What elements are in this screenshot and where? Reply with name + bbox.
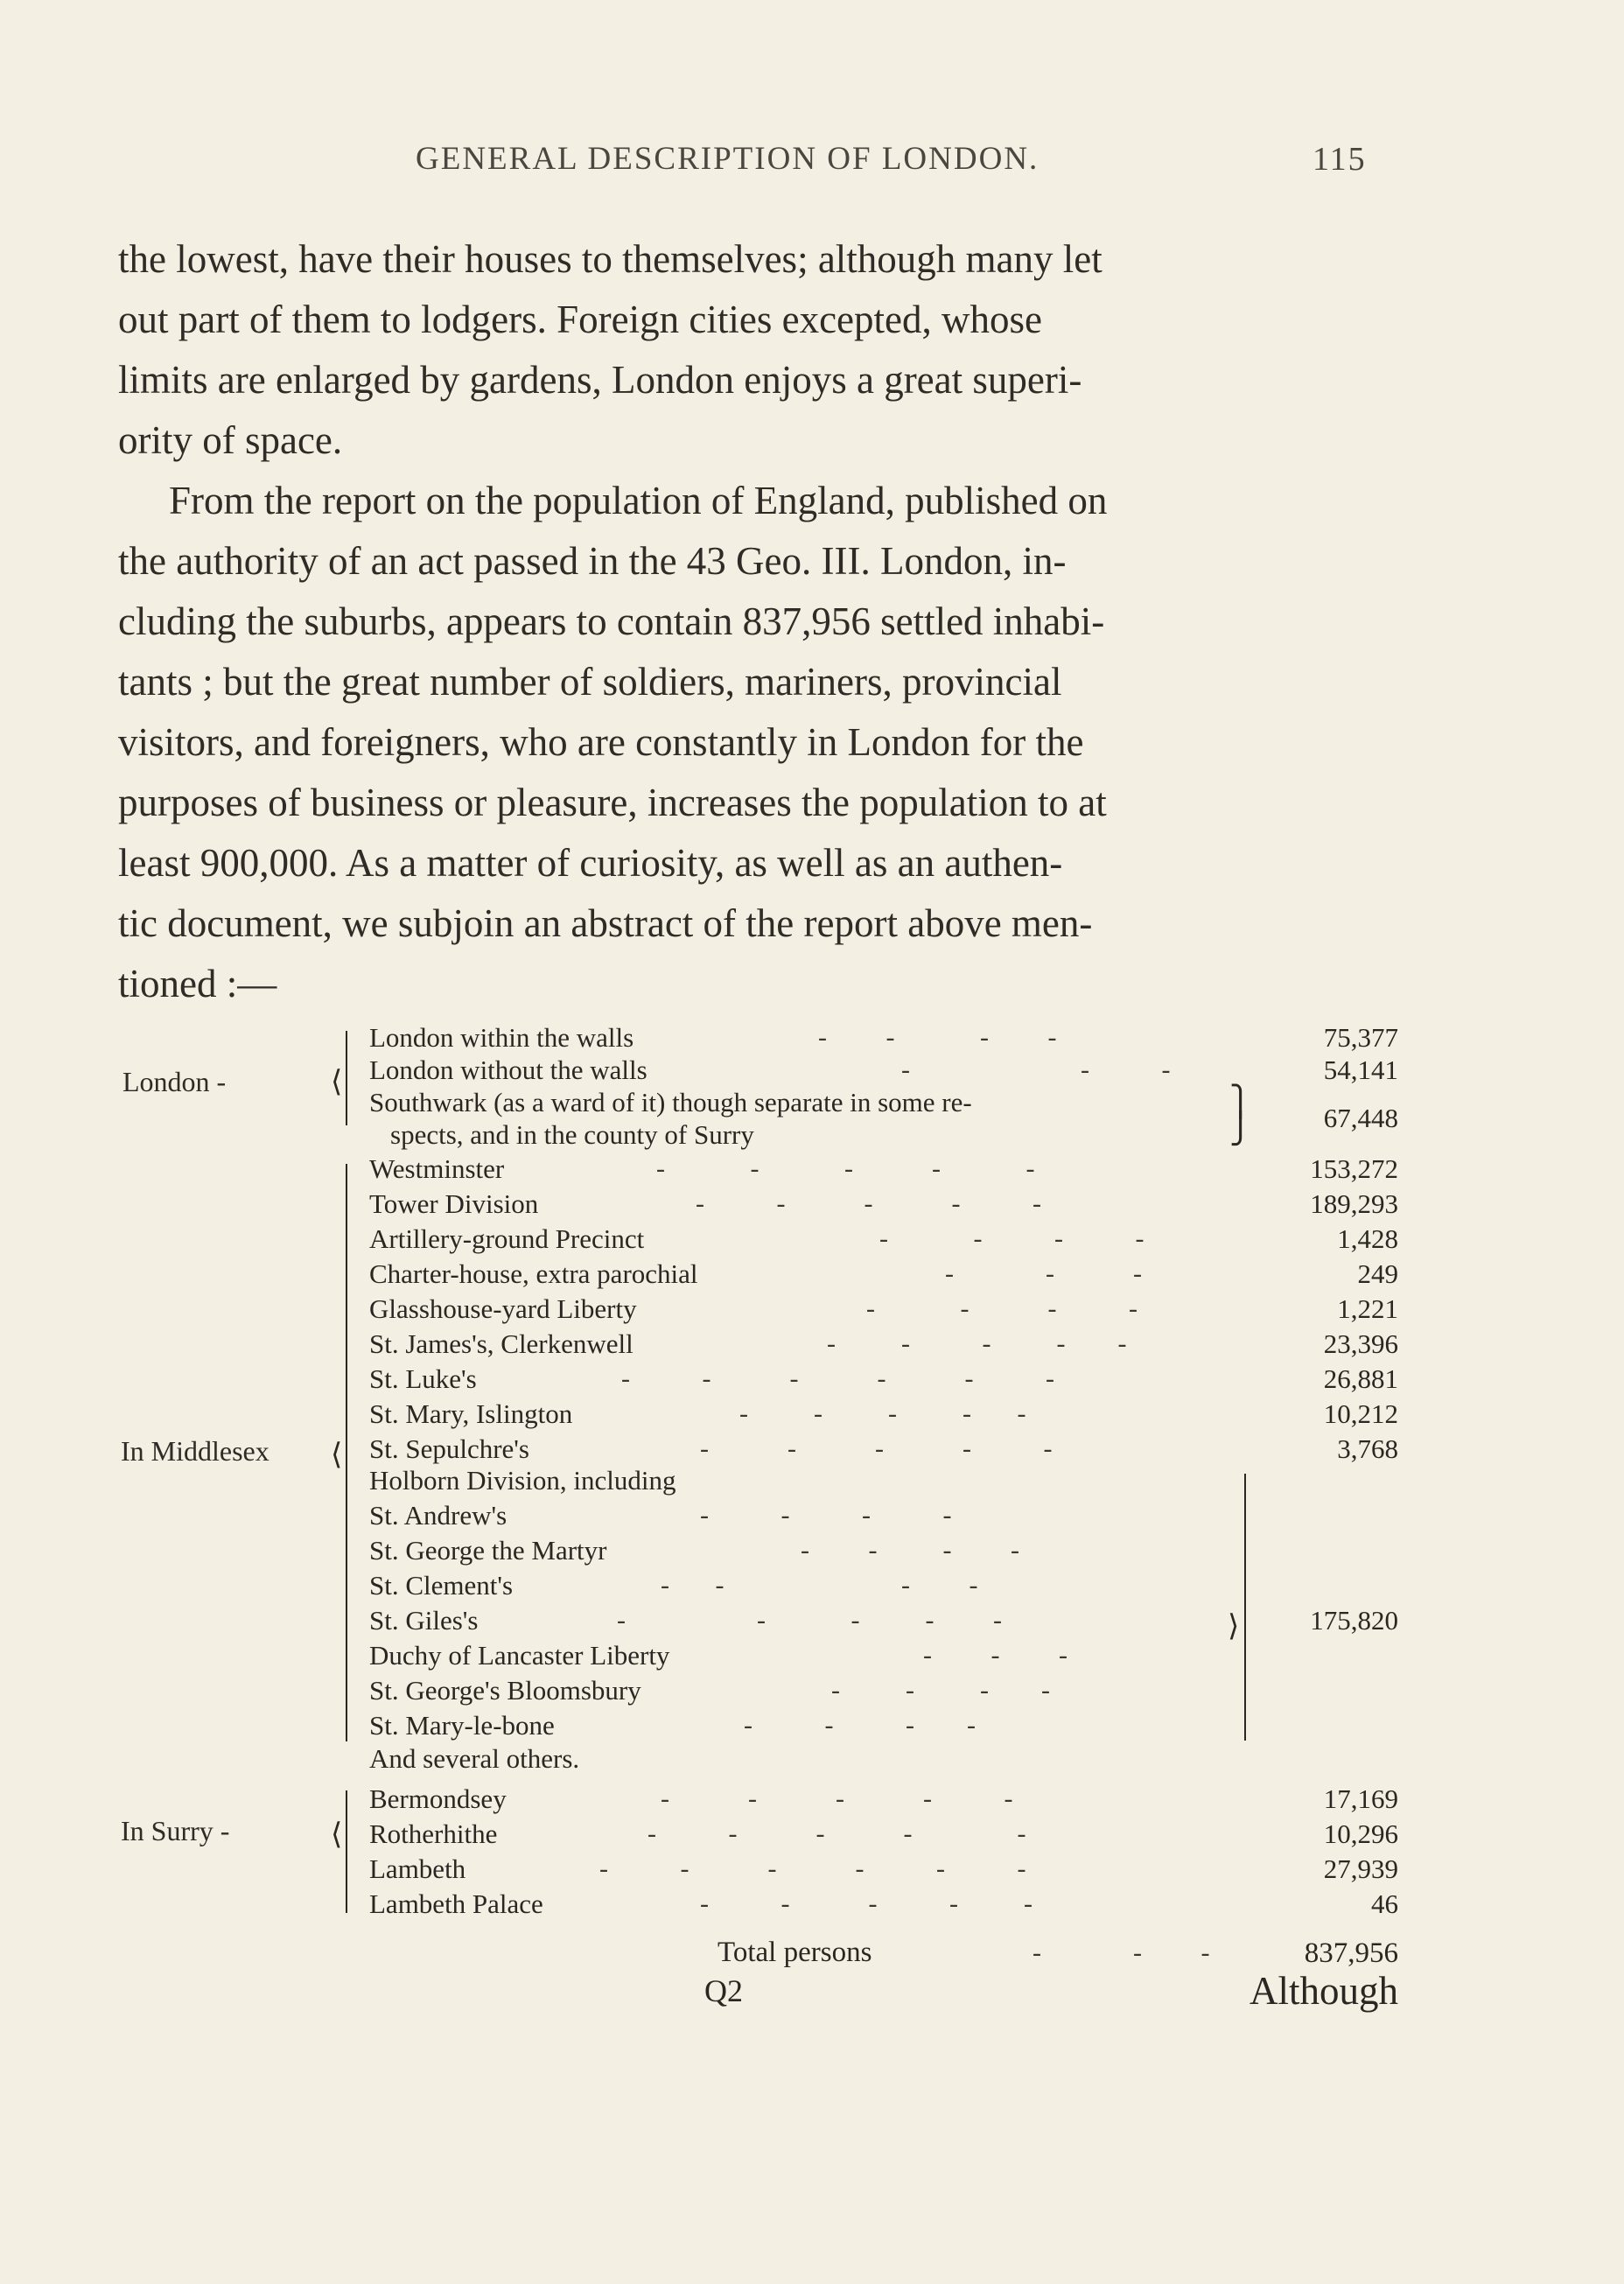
row-name: St. Andrew's	[369, 1500, 508, 1531]
brace-point: ⟨	[331, 1439, 343, 1471]
total-row	[718, 1934, 872, 1971]
leader-dashes: - - -	[1032, 1938, 1210, 1967]
row-name: St. James's, Clerkenwell	[369, 1328, 634, 1359]
row-name: St. Sepulchre's	[369, 1433, 529, 1464]
bracket-bottom: ⎭	[1229, 1113, 1252, 1146]
row-value: 3,768	[1337, 1433, 1398, 1464]
bracket-point: ⟩	[1228, 1610, 1240, 1643]
row-name: Charter-house, extra parochial	[369, 1258, 698, 1289]
leader-dashes: - - - -	[866, 1294, 1138, 1323]
row-value: 10,212	[1323, 1398, 1398, 1429]
paragraph-line: tic document, we subjoin an abstract of the report above men-	[118, 901, 1093, 945]
row-name: spects, and in the county of Surry	[390, 1119, 754, 1150]
bracket-top: ⎫	[1229, 1086, 1252, 1118]
row-name: Bermondsey	[369, 1783, 507, 1814]
leader-dashes: - - - - -	[700, 1889, 1032, 1918]
running-head: GENERAL DESCRIPTION OF LONDON.	[416, 141, 1040, 177]
row-value: 26,881	[1323, 1363, 1398, 1394]
row-name: St. Clement's	[369, 1570, 514, 1601]
leader-dashes: - - - - -	[700, 1434, 1053, 1463]
group-label-surry: In Surry -	[121, 1815, 230, 1846]
paragraph-line: limits are enlarged by gardens, London enjoys a great superi-	[118, 358, 1082, 402]
page-number: 115	[1312, 141, 1367, 178]
row-name: Duchy of Lancaster Liberty	[369, 1640, 670, 1671]
paragraph-line: purposes of business or pleasure, increases the population to at	[118, 781, 1107, 824]
row-name: And several others.	[369, 1743, 580, 1774]
row-name: St. Mary-le-bone	[369, 1710, 555, 1741]
row-value: 189,293	[1310, 1188, 1398, 1219]
row-value: 23,396	[1323, 1328, 1398, 1359]
paragraph-line: tants ; but the great number of soldiers, mariners, provincial	[118, 660, 1062, 704]
row-name: Rotherhithe	[369, 1818, 498, 1849]
row-value: 17,169	[1323, 1783, 1398, 1814]
row-name: St. George's Bloomsbury	[369, 1675, 641, 1706]
row-value: 1,428	[1337, 1223, 1398, 1254]
row-name: Lambeth	[369, 1853, 466, 1884]
row-name: St. Mary, Islington	[369, 1398, 573, 1429]
bracket-value: 175,820	[1310, 1605, 1398, 1636]
leader-dashes: - - -	[923, 1641, 1068, 1670]
row-name: Artillery-ground Precinct	[369, 1223, 645, 1254]
paragraph-line: tioned :—	[118, 962, 277, 1005]
row-name: St. Luke's	[369, 1363, 477, 1394]
row-value: 27,939	[1323, 1853, 1398, 1884]
row-value: 75,377	[1323, 1022, 1398, 1053]
brace-point: ⟨	[331, 1066, 343, 1098]
london-brace	[346, 1031, 347, 1125]
leader-dashes: - - - - -	[696, 1189, 1041, 1218]
row-name: Glasshouse-yard Liberty	[369, 1293, 637, 1324]
holborn-bracket	[1244, 1474, 1246, 1741]
brace-point: ⟨	[331, 1818, 343, 1851]
leader-dashes: - - -	[901, 1055, 1171, 1084]
row-name: St. Giles's	[369, 1605, 479, 1636]
bracket-value: 67,448	[1323, 1103, 1398, 1133]
row-name: London within the walls	[369, 1022, 634, 1053]
row-name: Lambeth Palace	[369, 1888, 543, 1919]
paragraph-line: least 900,000. As a matter of curiosity, as well as an authen-	[118, 841, 1063, 885]
leader-dashes: - - - - -	[617, 1606, 1002, 1635]
catchword: Although	[1249, 1969, 1398, 2013]
row-value: 153,272	[1310, 1153, 1398, 1184]
leader-dashes: - - - - - -	[621, 1364, 1054, 1393]
paragraph-line: From the report on the population of England, published on	[169, 479, 1108, 522]
paragraph-line: visitors, and foreigners, who are constantly in London for the	[118, 720, 1084, 764]
total-label: Total persons	[718, 1937, 872, 1968]
row-value: 10,296	[1323, 1818, 1398, 1849]
leader-dashes: - - - -	[700, 1501, 952, 1530]
leader-dashes: - - - - -	[656, 1154, 1035, 1183]
group-label-london: London -	[122, 1066, 227, 1097]
surry-brace	[346, 1790, 347, 1913]
row-name: Westminster	[369, 1153, 505, 1184]
leader-dashes: - - - - -	[827, 1329, 1127, 1358]
row-name: St. George the Martyr	[369, 1535, 607, 1566]
paragraph-line: the authority of an act passed in the 43 Geo. III. London, in-	[118, 539, 1067, 583]
row-name: Southwark (as a ward of it) though separate in some re-	[369, 1087, 972, 1117]
leader-dashes: - - - -	[801, 1536, 1019, 1565]
leader-dashes: - - - -	[744, 1711, 976, 1740]
leader-dashes: - - - - -	[648, 1819, 1026, 1848]
leader-dashes: - - - -	[661, 1571, 978, 1600]
total-value: 837,956	[1304, 1937, 1398, 1969]
paragraph-line: cluding the suburbs, appears to contain 837,956 settled inhabi-	[118, 599, 1105, 643]
row-name: Holborn Division, including	[369, 1465, 676, 1496]
row-name: London without the walls	[369, 1054, 648, 1085]
leader-dashes: - - - -	[879, 1224, 1144, 1253]
paragraph-line: out part of them to lodgers. Foreign cities excepted, whose	[118, 298, 1042, 341]
leader-dashes: - - - -	[818, 1023, 1057, 1052]
row-value: 1,221	[1337, 1293, 1398, 1324]
row-value: 249	[1357, 1258, 1398, 1289]
leader-dashes: - - - - -	[661, 1784, 1013, 1813]
paragraph-line: ority of space.	[118, 418, 343, 462]
row-value: 54,141	[1323, 1054, 1398, 1085]
signature-mark: Q2	[704, 1973, 743, 2008]
middlesex-brace	[346, 1164, 347, 1741]
leader-dashes: - - - - -	[739, 1399, 1026, 1428]
paragraph-line: the lowest, have their houses to themselves; although many let	[118, 237, 1102, 281]
leader-dashes: - - -	[945, 1259, 1142, 1288]
leader-dashes: - - - - - -	[599, 1854, 1026, 1883]
group-label-middlesex: In Middlesex	[121, 1435, 270, 1467]
leader-dashes: - - - -	[831, 1676, 1050, 1705]
row-value: 46	[1371, 1888, 1398, 1919]
row-name: Tower Division	[369, 1188, 539, 1219]
